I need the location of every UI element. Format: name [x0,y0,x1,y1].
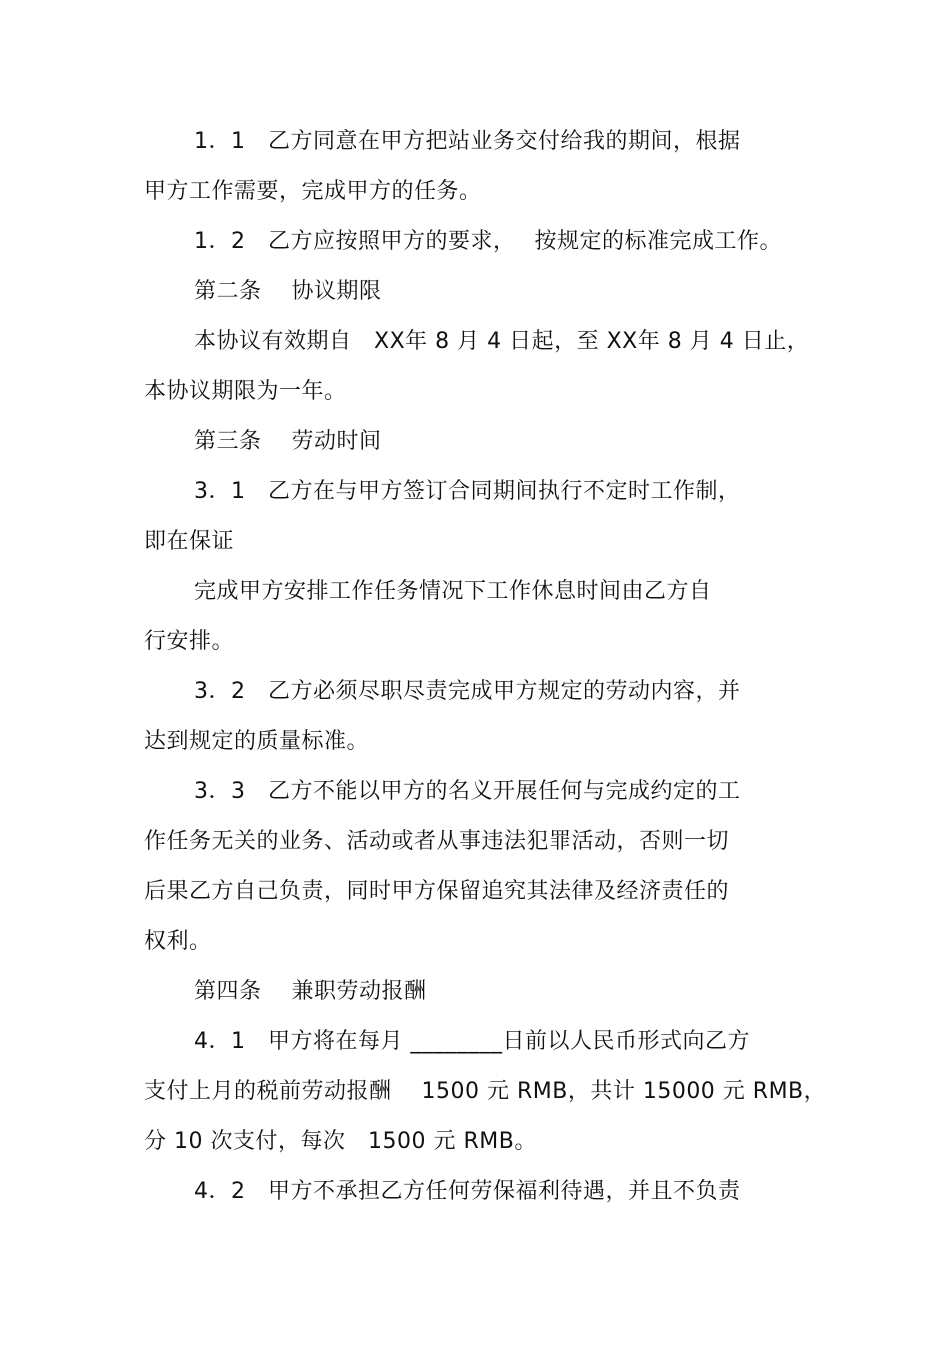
clause-3-3-line-2: 作任务无关的业务、活动或者从事违法犯罪活动，否则一切 [144,829,730,854]
clause-3-2-line-2: 达到规定的质量标准。 [144,729,370,754]
clause-3-1-line-3: 完成甲方安排工作任务情况下工作休息时间由乙方自 [194,579,712,604]
clause-3-2-line-1: 3．2 乙方必须尽职尽责完成甲方规定的劳动内容，并 [194,679,741,704]
clause-1-1-line-2: 甲方工作需要，完成甲方的任务。 [144,179,482,204]
clause-3-3-line-1: 3．3 乙方不能以甲方的名义开展任何与完成约定的工 [194,779,741,804]
article-2-heading: 第二条 协议期限 [194,279,382,304]
clause-4-2-line-1: 4．2 甲方不承担乙方任何劳保福利待遇，并且不负责 [194,1179,741,1204]
clause-3-3-line-3: 后果乙方自己负责，同时甲方保留追究其法律及经济责任的 [144,879,730,904]
clause-3-1-line-4: 行安排。 [144,629,235,654]
clause-3-3-line-4: 权利。 [144,929,212,954]
clause-3-1-line-2: 即在保证 [144,529,235,554]
agreement-term-line-2: 本协议期限为一年。 [144,379,347,404]
article-4-heading: 第四条 兼职劳动报酬 [194,979,427,1004]
agreement-term-line-1: 本协议有效期自 XX年 8 月 4 日起，至 XX年 8 月 4 日止， [194,329,810,354]
article-3-heading: 第三条 劳动时间 [194,429,382,454]
clause-1-1-line-1: 1．1 乙方同意在甲方把站业务交付给我的期间，根据 [194,129,741,154]
clause-3-1-line-1: 3．1 乙方在与甲方签订合同期间执行不定时工作制， [194,479,741,504]
clause-4-1-line-2: 支付上月的税前劳动报酬 1500 元 RMB，共计 15000 元 RMB， [144,1079,827,1104]
clause-4-1-line-1: 4．1 甲方将在每月 ________日前以人民币形式向乙方 [194,1029,750,1054]
clause-1-2: 1．2 乙方应按照甲方的要求， 按规定的标准完成工作。 [194,229,782,254]
clause-4-1-line-3: 分 10 次支付，每次 1500 元 RMB。 [144,1129,537,1154]
